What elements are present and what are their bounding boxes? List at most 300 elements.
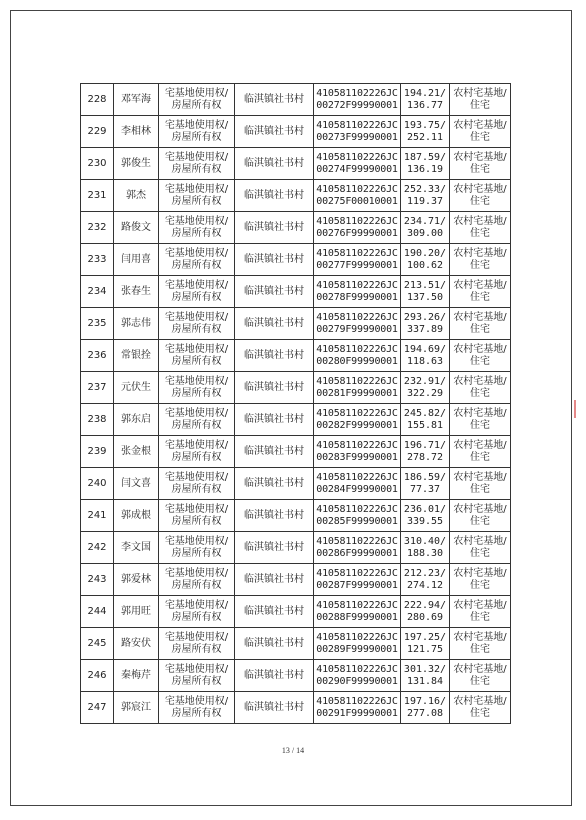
land-use-cell: [450, 564, 511, 596]
right-type-line: 宅基地使用权/: [164, 631, 229, 643]
row-number-cell: 239: [81, 436, 114, 468]
unit-code-line: 410581102226JC: [316, 631, 398, 643]
owner-name-cell: 李相林: [114, 116, 159, 148]
land-use-line: 农村宅基地/: [453, 567, 507, 579]
unit-code-line: 00272F99990001: [316, 99, 398, 111]
row-number-cell: 235: [81, 308, 114, 340]
table-row: [81, 84, 511, 116]
right-type-line: 房屋所有权: [171, 195, 222, 207]
right-type-line: 宅基地使用权/: [164, 663, 229, 675]
unit-code-line: 410581102226JC: [316, 311, 398, 323]
land-use-line: 住宅: [470, 355, 490, 367]
area-line: 310.40/: [403, 535, 447, 547]
location-cell: 临淇镇社书村: [235, 564, 314, 596]
right-type-line: 宅基地使用权/: [164, 343, 229, 355]
row-number-cell: 236: [81, 340, 114, 372]
location-cell: 临淇镇社书村: [235, 404, 314, 436]
area-line: 119.37: [406, 195, 444, 207]
unit-code-line: 00278F99990001: [316, 291, 398, 303]
land-use-line: 农村宅基地/: [453, 343, 507, 355]
land-use-cell: [450, 308, 511, 340]
table-row: [81, 244, 511, 276]
right-type-line: 宅基地使用权/: [164, 87, 229, 99]
row-number-cell: 247: [81, 692, 114, 724]
location-cell: 临淇镇社书村: [235, 468, 314, 500]
owner-name-cell: 郭爱林: [114, 564, 159, 596]
unit-code-cell: [314, 148, 401, 180]
right-type-cell: [159, 500, 235, 532]
right-type-line: 宅基地使用权/: [164, 535, 229, 547]
land-use-cell: [450, 468, 511, 500]
unit-code-line: 410581102226JC: [316, 215, 398, 227]
right-type-cell: [159, 404, 235, 436]
land-use-cell: [450, 340, 511, 372]
owner-name-cell: 常银拴: [114, 340, 159, 372]
table-row: [81, 180, 511, 212]
land-use-line: 住宅: [470, 99, 490, 111]
land-use-cell: [450, 180, 511, 212]
unit-code-cell: [314, 404, 401, 436]
row-number-cell: 241: [81, 500, 114, 532]
unit-code-cell: [314, 500, 401, 532]
unit-code-line: 00277F99990001: [316, 259, 398, 271]
land-use-line: 农村宅基地/: [453, 119, 507, 131]
right-type-line: 房屋所有权: [171, 675, 222, 687]
table-row: [81, 148, 511, 180]
land-use-line: 农村宅基地/: [453, 311, 507, 323]
row-number-cell: 237: [81, 372, 114, 404]
right-type-line: 房屋所有权: [171, 643, 222, 655]
location-cell: 临淇镇社书村: [235, 596, 314, 628]
area-cell: [401, 692, 450, 724]
row-number-cell: 230: [81, 148, 114, 180]
right-type-line: 房屋所有权: [171, 707, 222, 719]
right-type-line: 房屋所有权: [171, 419, 222, 431]
land-use-line: 住宅: [470, 131, 490, 143]
table-row: [81, 308, 511, 340]
location-cell: 临淇镇社书村: [235, 148, 314, 180]
row-number-cell: 232: [81, 212, 114, 244]
land-use-line: 农村宅基地/: [453, 599, 507, 611]
unit-code-line: 410581102226JC: [316, 567, 398, 579]
owner-name-cell: 郭用旺: [114, 596, 159, 628]
row-number-cell: 243: [81, 564, 114, 596]
area-cell: [401, 660, 450, 692]
area-line: 301.32/: [403, 663, 447, 675]
right-type-line: 宅基地使用权/: [164, 567, 229, 579]
location-cell: 临淇镇社书村: [235, 500, 314, 532]
land-use-line: 农村宅基地/: [453, 631, 507, 643]
land-use-line: 农村宅基地/: [453, 375, 507, 387]
right-type-cell: [159, 276, 235, 308]
table-row: [81, 340, 511, 372]
unit-code-cell: [314, 532, 401, 564]
area-line: 212.23/: [403, 567, 447, 579]
right-type-line: 房屋所有权: [171, 323, 222, 335]
right-type-cell: [159, 308, 235, 340]
area-line: 337.89: [406, 323, 444, 335]
area-cell: [401, 308, 450, 340]
location-cell: 临淇镇社书村: [235, 660, 314, 692]
area-line: 232.91/: [403, 375, 447, 387]
right-type-line: 宅基地使用权/: [164, 439, 229, 451]
area-line: 188.30: [406, 547, 444, 559]
unit-code-line: 410581102226JC: [316, 471, 398, 483]
area-line: 131.84: [406, 675, 444, 687]
area-cell: [401, 500, 450, 532]
unit-code-cell: [314, 468, 401, 500]
area-line: 293.26/: [403, 311, 447, 323]
unit-code-cell: [314, 692, 401, 724]
area-line: 309.00: [406, 227, 444, 239]
area-line: 121.75: [406, 643, 444, 655]
area-line: 213.51/: [403, 279, 447, 291]
unit-code-line: 410581102226JC: [316, 439, 398, 451]
land-use-cell: [450, 372, 511, 404]
owner-name-cell: 郭东启: [114, 404, 159, 436]
location-cell: 临淇镇社书村: [235, 532, 314, 564]
owner-name-cell: 路安伏: [114, 628, 159, 660]
area-line: 234.71/: [403, 215, 447, 227]
right-type-cell: [159, 564, 235, 596]
owner-name-cell: 郭俊生: [114, 148, 159, 180]
location-cell: 临淇镇社书村: [235, 308, 314, 340]
area-line: 194.69/: [403, 343, 447, 355]
location-cell: 临淇镇社书村: [235, 180, 314, 212]
owner-name-cell: 张春生: [114, 276, 159, 308]
right-type-line: 宅基地使用权/: [164, 247, 229, 259]
land-use-line: 住宅: [470, 291, 490, 303]
area-line: 236.01/: [403, 503, 447, 515]
right-type-cell: [159, 244, 235, 276]
right-type-cell: [159, 180, 235, 212]
table-row: [81, 436, 511, 468]
area-cell: [401, 148, 450, 180]
land-use-cell: [450, 692, 511, 724]
area-line: 252.33/: [403, 183, 447, 195]
land-use-line: 住宅: [470, 387, 490, 399]
unit-code-line: 410581102226JC: [316, 535, 398, 547]
unit-code-cell: [314, 84, 401, 116]
right-type-line: 房屋所有权: [171, 227, 222, 239]
row-number-cell: 234: [81, 276, 114, 308]
row-number-cell: 245: [81, 628, 114, 660]
right-type-line: 房屋所有权: [171, 611, 222, 623]
area-line: 193.75/: [403, 119, 447, 131]
table-row: [81, 660, 511, 692]
unit-code-line: 00286F99990001: [316, 547, 398, 559]
unit-code-line: 410581102226JC: [316, 279, 398, 291]
table-row: [81, 404, 511, 436]
land-use-line: 农村宅基地/: [453, 183, 507, 195]
unit-code-cell: [314, 276, 401, 308]
right-type-line: 宅基地使用权/: [164, 151, 229, 163]
area-line: 190.20/: [403, 247, 447, 259]
unit-code-line: 410581102226JC: [316, 151, 398, 163]
unit-code-line: 00276F99990001: [316, 227, 398, 239]
land-use-line: 住宅: [470, 419, 490, 431]
area-line: 136.77: [406, 99, 444, 111]
right-type-line: 房屋所有权: [171, 483, 222, 495]
table-row: [81, 532, 511, 564]
table-row: [81, 116, 511, 148]
land-use-cell: [450, 84, 511, 116]
right-type-line: 房屋所有权: [171, 131, 222, 143]
land-use-cell: [450, 436, 511, 468]
area-line: 222.94/: [403, 599, 447, 611]
area-line: 155.81: [406, 419, 444, 431]
right-type-line: 宅基地使用权/: [164, 183, 229, 195]
right-type-line: 房屋所有权: [171, 387, 222, 399]
area-cell: [401, 116, 450, 148]
row-number-cell: 244: [81, 596, 114, 628]
land-use-line: 住宅: [470, 579, 490, 591]
right-type-cell: [159, 692, 235, 724]
land-use-line: 住宅: [470, 259, 490, 271]
land-use-line: 农村宅基地/: [453, 279, 507, 291]
land-use-line: 住宅: [470, 643, 490, 655]
unit-code-line: 00282F99990001: [316, 419, 398, 431]
table-row: [81, 212, 511, 244]
area-cell: [401, 532, 450, 564]
row-number-cell: 238: [81, 404, 114, 436]
location-cell: 临淇镇社书村: [235, 340, 314, 372]
unit-code-line: 00291F99990001: [316, 707, 398, 719]
area-cell: [401, 436, 450, 468]
location-cell: 临淇镇社书村: [235, 244, 314, 276]
land-use-line: 农村宅基地/: [453, 151, 507, 163]
right-type-line: 房屋所有权: [171, 355, 222, 367]
land-use-line: 住宅: [470, 707, 490, 719]
land-use-cell: [450, 660, 511, 692]
unit-code-line: 410581102226JC: [316, 87, 398, 99]
row-number-cell: 231: [81, 180, 114, 212]
unit-code-cell: [314, 244, 401, 276]
area-line: 252.11: [406, 131, 444, 143]
land-use-line: 住宅: [470, 227, 490, 239]
location-cell: 临淇镇社书村: [235, 692, 314, 724]
location-cell: 临淇镇社书村: [235, 628, 314, 660]
location-cell: 临淇镇社书村: [235, 372, 314, 404]
unit-code-line: 410581102226JC: [316, 375, 398, 387]
scan-mark: [574, 400, 576, 418]
unit-code-cell: [314, 212, 401, 244]
land-use-line: 农村宅基地/: [453, 695, 507, 707]
land-use-cell: [450, 532, 511, 564]
area-line: 186.59/: [403, 471, 447, 483]
unit-code-line: 00287F99990001: [316, 579, 398, 591]
area-cell: [401, 180, 450, 212]
land-use-cell: [450, 148, 511, 180]
records-table-body: [81, 84, 511, 724]
unit-code-line: 00274F99990001: [316, 163, 398, 175]
right-type-cell: [159, 340, 235, 372]
row-number-cell: 229: [81, 116, 114, 148]
area-line: 100.62: [406, 259, 444, 271]
area-cell: [401, 340, 450, 372]
records-table: [80, 83, 511, 724]
table-row: [81, 564, 511, 596]
unit-code-cell: [314, 660, 401, 692]
area-line: 322.29: [406, 387, 444, 399]
unit-code-cell: [314, 180, 401, 212]
page-number: 13 / 14: [281, 746, 305, 755]
right-type-cell: [159, 468, 235, 500]
unit-code-line: 00283F99990001: [316, 451, 398, 463]
area-cell: [401, 564, 450, 596]
right-type-line: 房屋所有权: [171, 515, 222, 527]
land-use-line: 住宅: [470, 483, 490, 495]
row-number-cell: 240: [81, 468, 114, 500]
area-cell: [401, 276, 450, 308]
land-use-cell: [450, 276, 511, 308]
area-line: 137.50: [406, 291, 444, 303]
right-type-cell: [159, 372, 235, 404]
right-type-line: 宅基地使用权/: [164, 599, 229, 611]
land-use-cell: [450, 628, 511, 660]
land-use-line: 农村宅基地/: [453, 215, 507, 227]
right-type-cell: [159, 84, 235, 116]
land-use-line: 住宅: [470, 675, 490, 687]
unit-code-line: 00285F99990001: [316, 515, 398, 527]
right-type-line: 宅基地使用权/: [164, 503, 229, 515]
owner-name-cell: 邓军海: [114, 84, 159, 116]
unit-code-line: 00281F99990001: [316, 387, 398, 399]
unit-code-line: 00275F00010001: [316, 195, 398, 207]
land-use-line: 住宅: [470, 611, 490, 623]
area-line: 274.12: [406, 579, 444, 591]
unit-code-line: 410581102226JC: [316, 183, 398, 195]
land-use-line: 农村宅基地/: [453, 535, 507, 547]
area-line: 77.37: [409, 483, 441, 495]
unit-code-line: 00273F99990001: [316, 131, 398, 143]
right-type-cell: [159, 532, 235, 564]
owner-name-cell: 闫文喜: [114, 468, 159, 500]
unit-code-line: 410581102226JC: [316, 407, 398, 419]
land-use-cell: [450, 244, 511, 276]
right-type-line: 宅基地使用权/: [164, 471, 229, 483]
land-use-line: 住宅: [470, 163, 490, 175]
area-cell: [401, 244, 450, 276]
owner-name-cell: 李文国: [114, 532, 159, 564]
area-cell: [401, 596, 450, 628]
unit-code-line: 00280F99990001: [316, 355, 398, 367]
area-line: 277.08: [406, 707, 444, 719]
right-type-line: 宅基地使用权/: [164, 407, 229, 419]
unit-code-line: 00279F99990001: [316, 323, 398, 335]
unit-code-line: 00284F99990001: [316, 483, 398, 495]
right-type-cell: [159, 116, 235, 148]
land-use-line: 农村宅基地/: [453, 407, 507, 419]
area-line: 197.25/: [403, 631, 447, 643]
area-line: 136.19: [406, 163, 444, 175]
table-row: [81, 692, 511, 724]
right-type-cell: [159, 660, 235, 692]
area-line: 194.21/: [403, 87, 447, 99]
row-number-cell: 233: [81, 244, 114, 276]
location-cell: 临淇镇社书村: [235, 116, 314, 148]
unit-code-cell: [314, 436, 401, 468]
table-row: [81, 596, 511, 628]
right-type-line: 宅基地使用权/: [164, 119, 229, 131]
unit-code-cell: [314, 564, 401, 596]
land-use-line: 农村宅基地/: [453, 471, 507, 483]
land-use-cell: [450, 212, 511, 244]
area-line: 245.82/: [403, 407, 447, 419]
right-type-line: 房屋所有权: [171, 547, 222, 559]
land-use-line: 农村宅基地/: [453, 87, 507, 99]
unit-code-line: 00289F99990001: [316, 643, 398, 655]
owner-name-cell: 郭杰: [114, 180, 159, 212]
right-type-line: 房屋所有权: [171, 259, 222, 271]
location-cell: 临淇镇社书村: [235, 84, 314, 116]
table-row: [81, 372, 511, 404]
unit-code-line: 410581102226JC: [316, 599, 398, 611]
owner-name-cell: 郭志伟: [114, 308, 159, 340]
area-line: 118.63: [406, 355, 444, 367]
right-type-line: 宅基地使用权/: [164, 279, 229, 291]
unit-code-line: 00288F99990001: [316, 611, 398, 623]
unit-code-line: 410581102226JC: [316, 247, 398, 259]
unit-code-line: 410581102226JC: [316, 663, 398, 675]
owner-name-cell: 秦梅芹: [114, 660, 159, 692]
table-row: [81, 276, 511, 308]
land-use-line: 农村宅基地/: [453, 247, 507, 259]
table-row: [81, 628, 511, 660]
land-use-cell: [450, 500, 511, 532]
unit-code-line: 410581102226JC: [316, 343, 398, 355]
right-type-cell: [159, 628, 235, 660]
area-cell: [401, 468, 450, 500]
land-use-line: 农村宅基地/: [453, 503, 507, 515]
right-type-line: 房屋所有权: [171, 99, 222, 111]
right-type-line: 房屋所有权: [171, 451, 222, 463]
land-use-cell: [450, 116, 511, 148]
owner-name-cell: 郭成根: [114, 500, 159, 532]
land-use-line: 农村宅基地/: [453, 439, 507, 451]
unit-code-cell: [314, 116, 401, 148]
table-row: [81, 500, 511, 532]
right-type-line: 房屋所有权: [171, 163, 222, 175]
unit-code-cell: [314, 628, 401, 660]
owner-name-cell: 闫用喜: [114, 244, 159, 276]
right-type-cell: [159, 212, 235, 244]
area-cell: [401, 84, 450, 116]
land-use-cell: [450, 404, 511, 436]
unit-code-line: 00290F99990001: [316, 675, 398, 687]
area-line: 196.71/: [403, 439, 447, 451]
table-row: [81, 468, 511, 500]
row-number-cell: 228: [81, 84, 114, 116]
right-type-cell: [159, 596, 235, 628]
owner-name-cell: 元伏生: [114, 372, 159, 404]
unit-code-cell: [314, 596, 401, 628]
area-cell: [401, 628, 450, 660]
unit-code-line: 410581102226JC: [316, 695, 398, 707]
right-type-cell: [159, 148, 235, 180]
unit-code-line: 410581102226JC: [316, 119, 398, 131]
area-line: 339.55: [406, 515, 444, 527]
land-use-line: 住宅: [470, 323, 490, 335]
location-cell: 临淇镇社书村: [235, 436, 314, 468]
land-use-line: 住宅: [470, 515, 490, 527]
area-line: 280.69: [406, 611, 444, 623]
land-use-cell: [450, 596, 511, 628]
land-use-line: 农村宅基地/: [453, 663, 507, 675]
location-cell: 临淇镇社书村: [235, 276, 314, 308]
owner-name-cell: 张金根: [114, 436, 159, 468]
area-cell: [401, 212, 450, 244]
